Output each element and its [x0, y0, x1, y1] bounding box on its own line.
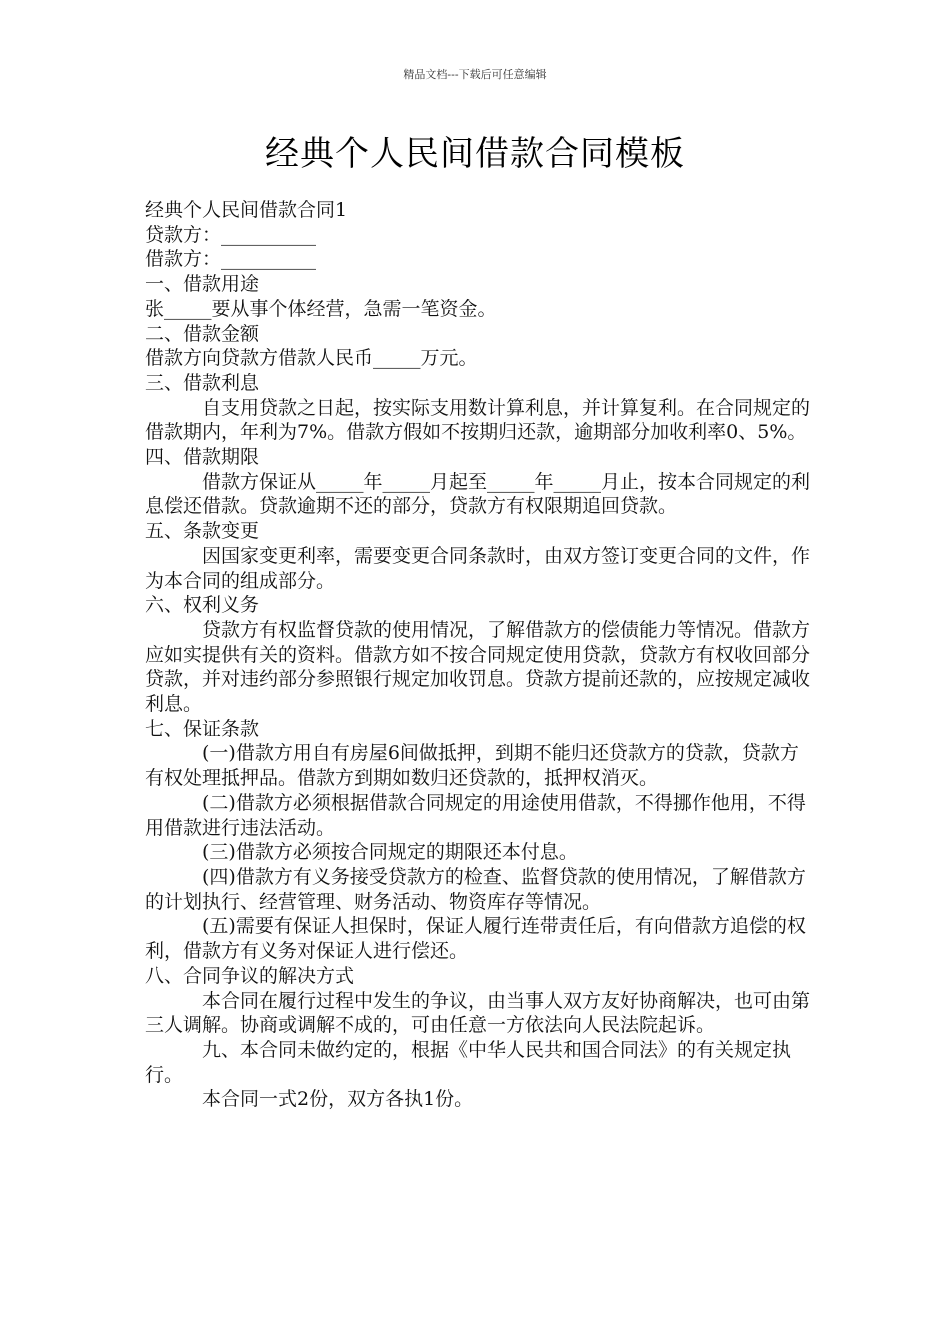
- paragraph: 自支用贷款之日起，按实际支用数计算利息，并计算复利。在合同规定的借款期内，年利为7%。借款方假如不按期归还款，逾期部分加收利率0、5%。: [145, 396, 811, 444]
- paragraph: 二、借款金额: [145, 322, 260, 345]
- paragraph: 贷款方：__________: [145, 223, 317, 246]
- paragraph: 四、借款期限: [145, 446, 260, 469]
- paragraph: 六、权利义务: [145, 594, 260, 617]
- paragraph: 借款方保证从_____年_____月起至_____年_____月止，按本合同规定的利息偿还借款。贷款逾期不还的部分，贷款方有权限期追回贷款。: [145, 470, 811, 518]
- paragraph: 因国家变更利率，需要变更合同条款时，由双方签订变更合同的文件，作为本合同的组成部分。: [145, 544, 811, 592]
- paragraph: 本合同一式2份，双方各执1份。: [202, 1088, 474, 1111]
- paragraph: 张_____要从事个体经营，急需一笔资金。: [145, 297, 497, 320]
- page-header: 精品文档---下载后可任意编辑: [403, 68, 547, 81]
- document-body: [145, 198, 810, 1112]
- paragraph: 经典个人民间借款合同1: [145, 199, 348, 221]
- paragraph: 三、借款利息: [145, 371, 260, 394]
- paragraph: 五、条款变更: [145, 520, 260, 543]
- paragraph: 贷款方有权监督贷款的使用情况，了解借款方的偿债能力等情况。借款方应如实提供有关的资料。借款方如不按合同规定使用贷款，贷款方有权收回部分贷款，并对违约部分参照银行规定加收罚息。贷款方提前还款的，应按规定减收利息。: [145, 618, 811, 716]
- paragraph: 九、本合同未做约定的，根据《中华人民共和国合同法》的有关规定执行。: [145, 1038, 792, 1086]
- paragraph: (五)需要有保证人担保时，保证人履行连带责任后，有向借款方追偿的权利，借款方有义务对保证人进行偿还。: [145, 915, 806, 963]
- paragraph: 八、合同争议的解决方式: [145, 964, 355, 987]
- paragraph: 七、保证条款: [145, 717, 260, 740]
- paragraph: 一、借款用途: [145, 273, 260, 296]
- paragraph: (二)借款方必须根据借款合同规定的用途使用借款，不得挪作他用，不得用借款进行违法活动。: [145, 791, 806, 839]
- document-title: 经典个人民间借款合同模板: [265, 134, 685, 174]
- paragraph: (一)借款方用自有房屋6间做抵押，到期不能归还贷款方的贷款，贷款方有权处理抵押品。借款方到期如数归还贷款的，抵押权消灭。: [145, 742, 799, 790]
- paragraph: (三)借款方必须按合同规定的期限还本付息。: [202, 841, 578, 864]
- paragraph: 借款方向贷款方借款人民币_____万元。: [145, 347, 478, 370]
- paragraph: 借款方：__________: [145, 248, 317, 271]
- paragraph: 本合同在履行过程中发生的争议，由当事人双方友好协商解决，也可由第三人调解。协商或调解不成的，可由任意一方依法向人民法院起诉。: [145, 989, 811, 1037]
- paragraph: (四)借款方有义务接受贷款方的检查、监督贷款的使用情况，了解借款方的计划执行、经营管理、财务活动、物资库存等情况。: [145, 865, 806, 913]
